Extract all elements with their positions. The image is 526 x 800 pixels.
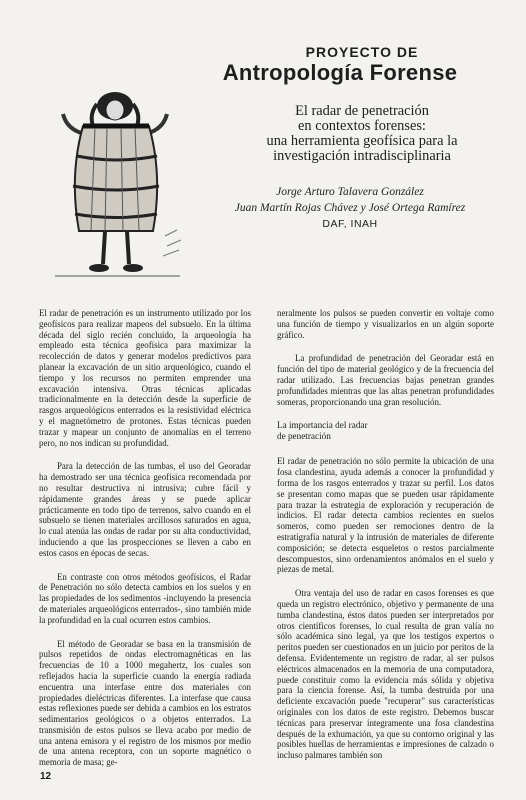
article-title-line: una herramienta geofísica para la [266, 133, 458, 149]
article-title-line: El radar de penetración [295, 103, 429, 119]
body-paragraph: Para la detección de las tumbas, el uso del Georadar ha demostrado ser una técnica geofísica recomendada por no resultar destructiva ni intrusiva; cubre fácil y rápidamente grandes áreas y se puede aplicar prácticamente en todo tipo de terrenos, salvo cuando en el subsuelo se tienen materiales arcillosos saturados en agua, lo cual atenúa las ondas de radar por su alta conductividad, induciendo a que las prospecciones se lleven a cabo en estos casos en épocas de secas. [39, 461, 251, 558]
barrel-figure-illustration [45, 86, 190, 281]
body-paragraph: El método de Georadar se basa en la transmisión de pulsos repetidos de ondas electromagnéticas en las frecuencias de 10 a 1000 megahertz, los cuales son reflejados hacia la superficie cuando la energía radiada encuentra una interfase entre dos materiales con propiedades dieléctricas diferentes. La interfase que causa estas reflexiones puede ser debida a cambios en los estratos sedimentarios geológicos o a objetos enterrados. La transmisión de estos pulsos se lleva acabo por medio de una antena emisora y el registro de los mismos por medio de una antena receptora, con un soporte magnético o memoria de masa; ge- [39, 638, 251, 768]
right-column [277, 308, 494, 774]
section-heading-line: de penetración [277, 431, 331, 442]
kicker: PROYECTO DE [305, 44, 419, 60]
body-paragraph: neralmente los pulsos se pueden convertir en voltaje como una función de tiempo y visualizarlos en un algún soporte gráfico. [277, 308, 494, 340]
body-paragraph: La profundidad de penetración del Georadar está en función del tipo de material geológico y de la frecuencia del radar utilizado. Las frecuencias bajas penetran grandes profundidades mientras que las altas penetran profundidades someras, proporcionando una gran resolución. [277, 353, 494, 407]
article-title-line: en contextos forenses: [298, 118, 426, 134]
authors-line: Jorge Arturo Talavera González [276, 186, 424, 198]
section-heading [277, 420, 494, 442]
page-number: 12 [40, 771, 52, 782]
authors-line: Juan Martín Rojas Chávez y José Ortega Ramírez [234, 202, 466, 214]
authors-block [200, 184, 500, 232]
body-paragraph: En contraste con otros métodos geofísicos, el Radar de Penetración no sólo detecta cambios en los suelos y en las propiedades de los sedimentos -incluyendo la presencia de materiales arqueológicos enterrados-, sino también mide la profundidad en la cual ocurren estos cambios. [39, 571, 251, 625]
body-paragraph: El radar de penetración no sólo permite la ubicación de una fosa clandestina, ayuda además a conocer la profundidad y forma de los rasgos enterrados y trazar su perfil. Los datos se presentan como mapas que se pueden usar rápidamente para trazar la estrategia de exploración y recuperación de indicios. El radar detecta cambios recientes en suelos someros, como pueden ser remociones dentro de la estratigrafía natural y la intrusión de materiales de diferente composición; se detecta esqueletos o restos parcialmente descompuestos, sino ordenamientos anómalos en el suelo y piezas de metal. [277, 456, 494, 575]
section-heading-line: La importancia del radar [277, 420, 368, 431]
institution: DAF, INAH [322, 218, 378, 230]
article-title-line: investigación intradisciplinaria [273, 148, 451, 164]
body-paragraph: Otra ventaja del uso de radar en casos forenses es que queda un registro electrónico, objetivo y permanente de una tumba clandestina, éstos datos pueden ser interpretados por otros científicos forenses, lo cual resulta de gran valía no sólo académica sino legal, ya que los testigos expertos o peritos pueden ser cuestionados en un juicio por peritos de la defensa. Evidentemente un registro de radar, al ser pulsos eléctricos almacenados en la memoria de una computadora, puede constituir como la evidencia más sólida y objetiva para la ciencia forense. Así, la tumba destruida por una deficiente excavación puede "recuperar" sus características originales con los datos de este registro. Debemos buscar técnicas para preservar íntegramente una fosa clandestina después de la exhumación, ya que su contorno original y las posibles huellas de herramientas e impresiones de calzado o incluso palmares también son [277, 588, 494, 761]
article-title [218, 104, 506, 164]
page-title: Antropología Forense [222, 60, 458, 85]
left-column [39, 308, 251, 781]
body-paragraph: El radar de penetración es un instrumento utilizado por los geofísicos para realizar mapeos del subsuelo. En la última década del siglo recién concluido, la arqueología ha empleado esta técnica geofísica para maximizar la recolección de datos y generar modelos predictivos para planear la excavación de un sitio arqueológico, cuando el tiempo y los recursos no permiten emprender una excavación intensiva. Otras técnicas aplicadas tradicionalmente en la detección desde la superficie de rasgos arqueológicos enterrados es la resistividad eléctrica y el magnetómetro de protones. Estas técnicas pueden trazar y mapear un conjunto de anomalías en el terreno pero, no nos indican su profundidad. [39, 308, 251, 448]
